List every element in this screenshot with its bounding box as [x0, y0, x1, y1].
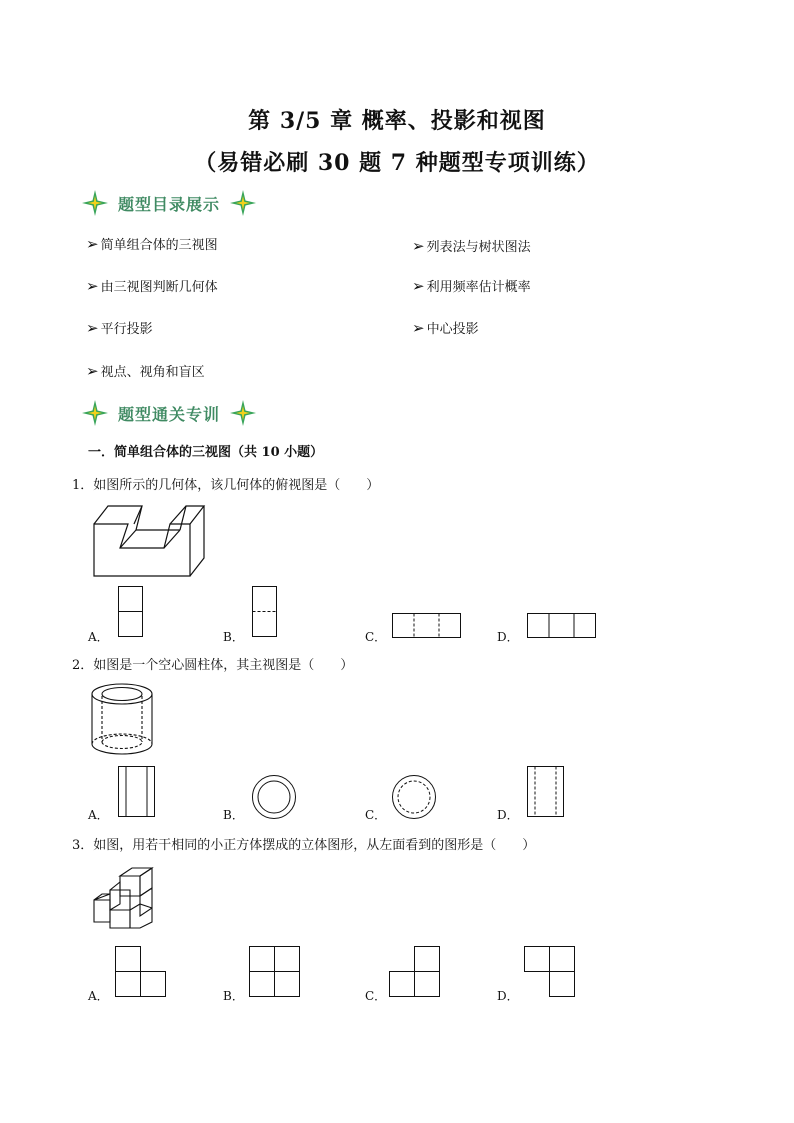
q3-option-b-figure [249, 946, 301, 998]
arrow-right-icon: ➢ [412, 276, 425, 295]
q2-hollow-cylinder [90, 682, 160, 758]
q2-option-c-figure [391, 774, 437, 820]
q1-option-d-figure [527, 613, 597, 639]
option-c[interactable]: C． [365, 808, 387, 822]
toc-item[interactable]: ➢ 中心投影 [412, 318, 479, 337]
sparkle-star-icon [230, 190, 256, 216]
arrow-right-icon: ➢ [86, 318, 99, 337]
option-d[interactable]: D． [497, 989, 519, 1003]
arrow-right-icon: ➢ [412, 236, 425, 255]
toc-item[interactable]: ➢ 视点、视角和盲区 [86, 361, 205, 380]
option-c[interactable]: C． [365, 630, 387, 644]
q1-option-a-figure [118, 586, 144, 638]
q2-option-a-figure [118, 766, 156, 818]
toc-item[interactable]: ➢ 列表法与树状图法 [412, 236, 531, 255]
page-subtitle: （易错必刷 30 题 7 种题型专项训练） [194, 150, 600, 176]
option-a[interactable]: A． [88, 989, 109, 1003]
sparkle-star-icon [82, 400, 108, 426]
sparkle-star-icon [230, 400, 256, 426]
q3-option-d-figure [524, 946, 576, 998]
option-d[interactable]: D． [497, 630, 519, 644]
toc-item[interactable]: ➢ 利用频率估计概率 [412, 276, 531, 295]
option-b[interactable]: B． [223, 808, 244, 822]
q3-option-a-figure [115, 946, 167, 998]
toc-item[interactable]: ➢ 简单组合体的三视图 [86, 234, 218, 253]
q3-option-c-figure [389, 946, 441, 998]
option-a[interactable]: A． [88, 808, 109, 822]
sparkle-star-icon [82, 190, 108, 216]
q2-option-b-figure [251, 774, 297, 820]
arrow-right-icon: ➢ [86, 361, 99, 380]
arrow-right-icon: ➢ [412, 318, 425, 337]
option-b[interactable]: B． [223, 989, 244, 1003]
toc-item[interactable]: ➢ 由三视图判断几何体 [86, 276, 218, 295]
page-title: 第 3/5 章 概率、投影和视图 [248, 108, 546, 134]
option-a[interactable]: A． [88, 630, 109, 644]
section-heading: 一．简单组合体的三视图（共 10 小题） [88, 445, 324, 460]
arrow-right-icon: ➢ [86, 234, 99, 253]
banner-toc [82, 190, 256, 216]
q1-option-b-figure [252, 586, 278, 638]
question-2: 2．如图是一个空心圆柱体，其主视图是（ ） [72, 658, 354, 673]
q2-option-d-figure [527, 766, 565, 818]
banner-training-label: 题型通关专训 [118, 404, 221, 424]
option-b[interactable]: B． [223, 630, 244, 644]
arrow-right-icon: ➢ [86, 276, 99, 295]
question-3: 3．如图，用若干相同的小正方体摆成的立体图形，从左面看到的图形是（ ） [72, 838, 536, 853]
q1-solid-figure [90, 502, 210, 582]
toc-item[interactable]: ➢ 平行投影 [86, 318, 153, 337]
q3-cube-stack [92, 866, 162, 932]
banner-training [82, 400, 256, 426]
option-c[interactable]: C． [365, 989, 387, 1003]
banner-toc-label: 题型目录展示 [118, 194, 221, 214]
option-d[interactable]: D． [497, 808, 519, 822]
q1-option-c-figure [392, 613, 462, 639]
question-1: 1．如图所示的几何体，该几何体的俯视图是（ ） [72, 478, 380, 493]
